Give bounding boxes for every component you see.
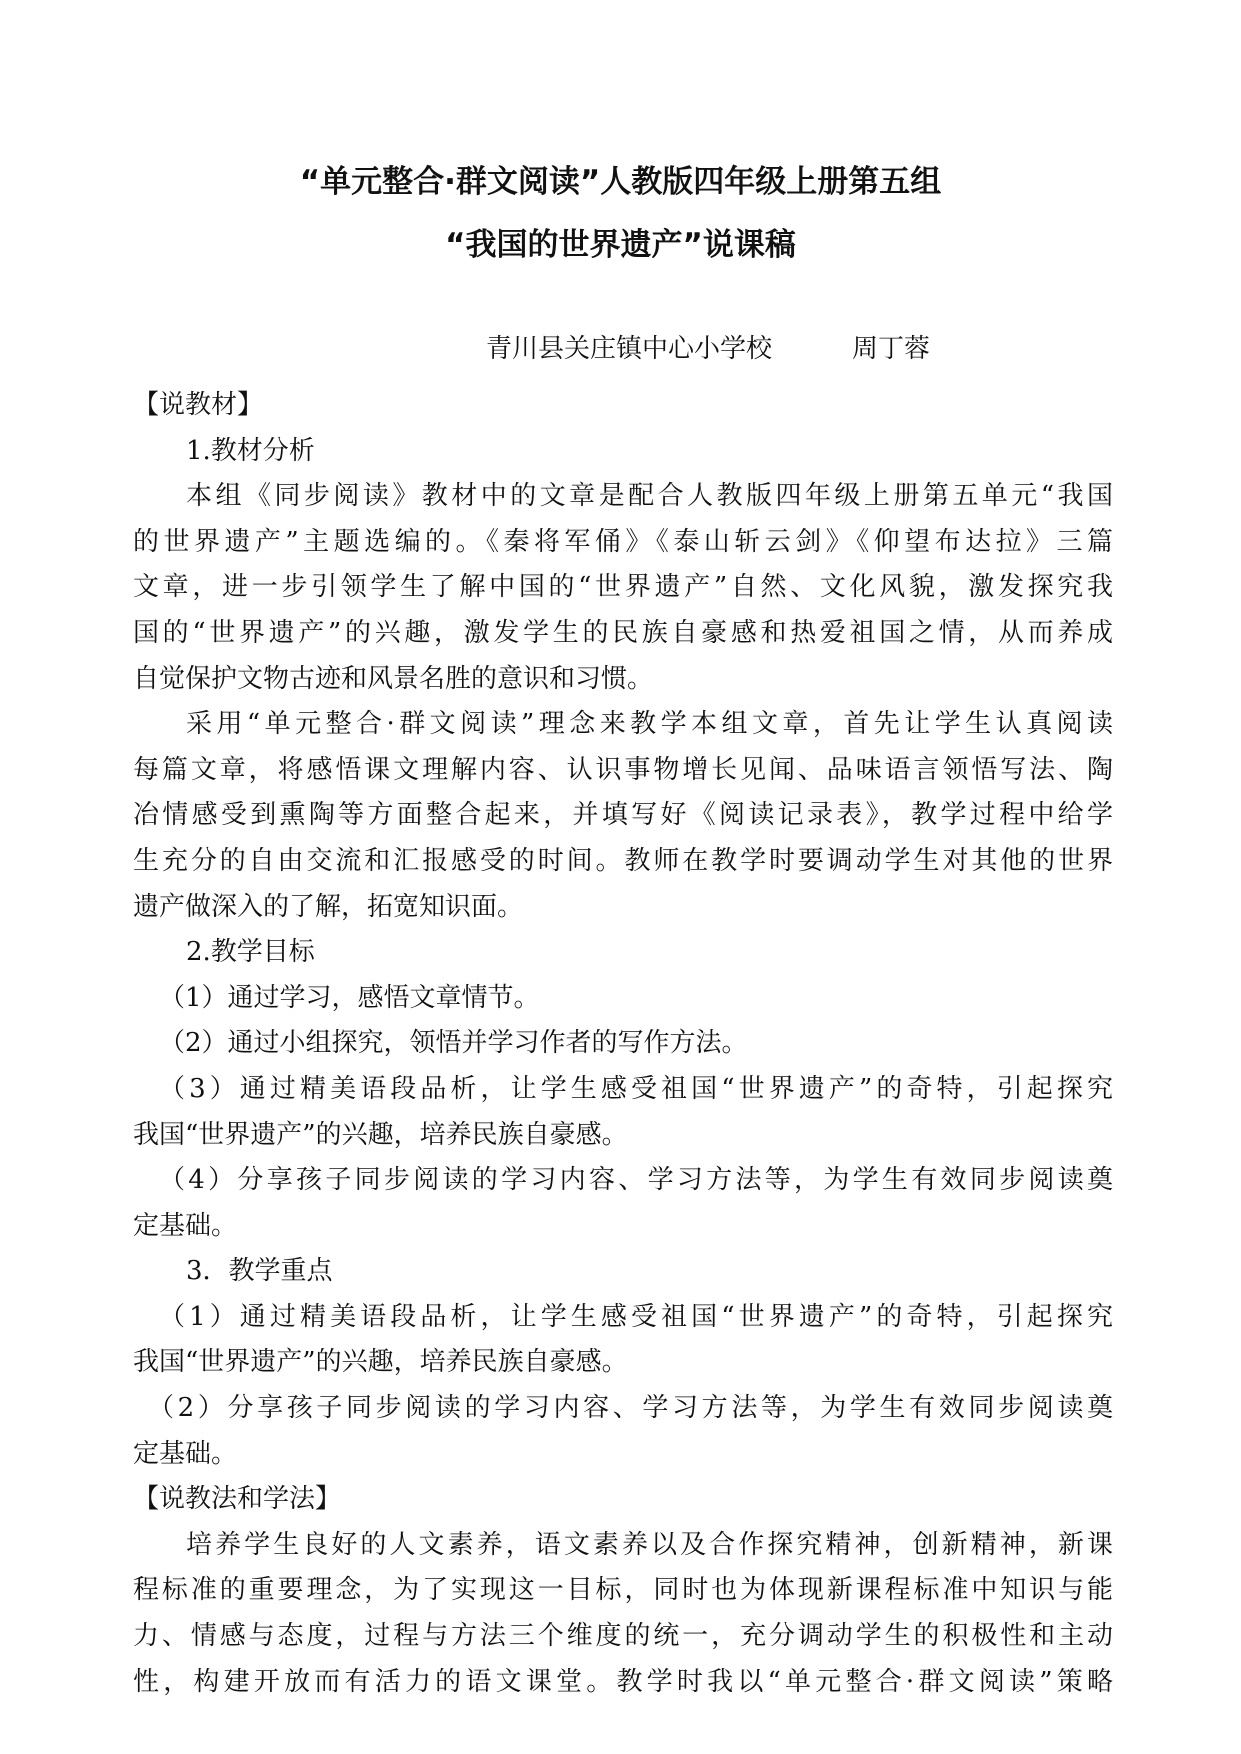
list-item: （4）分享孩子同步阅读的学习内容、学习方法等，为学生有效同步阅读奠 [159, 1165, 1113, 1196]
paragraph-line: 采用“单元整合·群文阅读”理念来教学本组文章，首先让学生认真阅读 [186, 709, 1113, 740]
list-item-continuation: 我国“世界遗产”的兴趣，培养民族自豪感。 [133, 1119, 628, 1150]
paragraph-line: 性，构建开放而有活力的语文课堂。教学时我以“单元整合·群文阅读”策略 [133, 1666, 1113, 1697]
paragraph-line: 培养学生良好的人文素养，语文素养以及合作探究精神，创新精神，新课 [186, 1529, 1113, 1560]
author-name: 周丁蓉 [852, 334, 931, 364]
subheading-analysis: 1.教材分析 [186, 435, 315, 466]
document-title-line-2: “我国的世界遗产”说课稿 [445, 227, 796, 263]
paragraph-line: 文章，进一步引领学生了解中国的“世界遗产”自然、文化风貌，激发探究我 [133, 572, 1113, 603]
author-line [486, 331, 930, 367]
paragraph-line: 每篇文章，将感悟课文理解内容、认识事物增长见闻、品味语言领悟写法、陶 [133, 754, 1113, 785]
list-item: （3）通过精美语段品析，让学生感受祖国“世界遗产”的奇特，引起探究 [159, 1073, 1113, 1104]
list-item: （1）通过学习，感悟文章情节。 [159, 982, 540, 1013]
paragraph-line: 本组《同步阅读》教材中的文章是配合人教版四年级上册第五单元“我国 [186, 481, 1113, 512]
list-item-continuation: 定基础。 [133, 1210, 238, 1241]
section-heading-methods: 【说教法和学法】 [133, 1484, 342, 1515]
author-school: 青川县关庄镇中心小学校 [486, 334, 773, 364]
section-heading-textbook: 【说教材】 [133, 390, 264, 420]
paragraph-line: 冶情感受到熏陶等方面整合起来，并填写好《阅读记录表》，教学过程中给学 [133, 800, 1113, 831]
list-item-continuation: 定基础。 [133, 1438, 238, 1469]
paragraph-line: 程标准的重要理念，为了实现这一目标，同时也为体现新课程标准中知识与能 [133, 1575, 1113, 1606]
document-body [133, 383, 1113, 1705]
paragraph-line: 自觉保护文物古迹和风景名胜的意识和习惯。 [133, 663, 654, 694]
document-title-line-1: “单元整合·群文阅读”人教版四年级上册第五组 [299, 164, 942, 200]
list-item: （2）通过小组探究，领悟并学习作者的写作方法。 [159, 1028, 748, 1059]
paragraph-line: 的世界遗产”主题选编的。《秦将军俑》《泰山斩云剑》《仰望布达拉》三篇 [133, 526, 1113, 557]
paragraph-line: 生充分的自由交流和汇报感受的时间。教师在教学时要调动学生对其他的世界 [133, 845, 1113, 876]
subheading-objectives: 2.教学目标 [186, 937, 315, 968]
paragraph-line: 力、情感与态度，过程与方法三个维度的统一，充分调动学生的积极性和主动 [133, 1621, 1113, 1652]
paragraph-line: 遗产做深入的了解，拓宽知识面。 [133, 891, 524, 922]
list-item: （2）分享孩子同步阅读的学习内容、学习方法等，为学生有效同步阅读奠 [148, 1393, 1113, 1424]
list-item-continuation: 我国“世界遗产”的兴趣，培养民族自豪感。 [133, 1347, 628, 1378]
subheading-key-points: 3．教学重点 [186, 1256, 333, 1287]
paragraph-line: 国的“世界遗产”的兴趣，激发学生的民族自豪感和热爱祖国之情，从而养成 [133, 617, 1113, 648]
list-item: （1）通过精美语段品析，让学生感受祖国“世界遗产”的奇特，引起探究 [159, 1301, 1113, 1332]
